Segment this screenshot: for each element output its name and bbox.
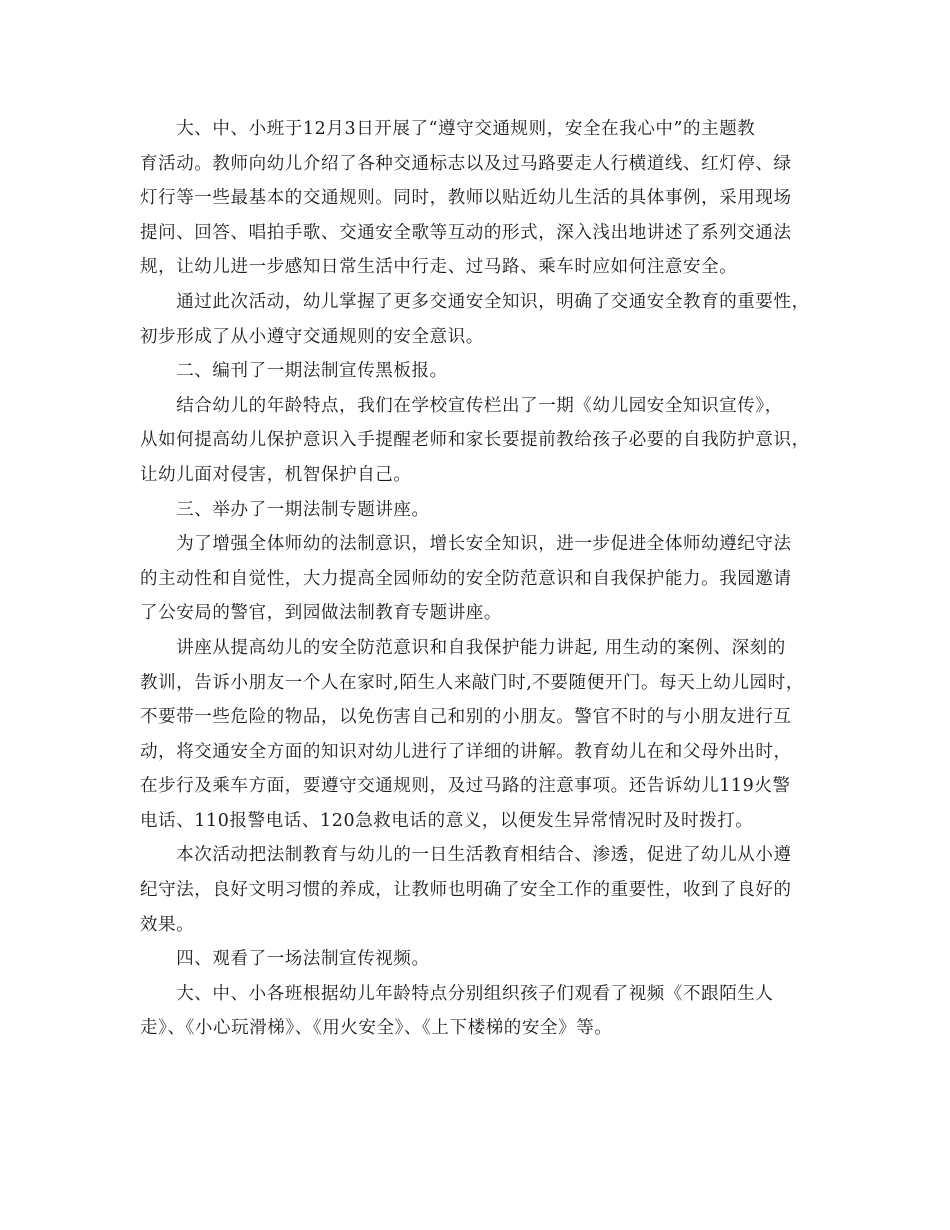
heading-blackboard: 二、编刊了一期法制宣传黑板报。 [140,361,448,382]
heading-lecture: 三、举办了一期法制专题讲座。 [140,499,430,520]
paragraph-lecture-purpose: 为了增强全体师幼的法制意识，增长安全知识，进一步促进全体师幼遵纪守法 的主动性和自觉性，大力提高全园师幼的安全防范意识和自我保护能力。我园邀请 了公安局的警官，到园做法制教育专题讲座。 [140,534,792,624]
paragraph-traffic-outcome: 通过此次活动，幼儿掌握了更多交通安全知识，明确了交通安全教育的重要性， 初步形成了从小遵守交通规则的安全意识。 [140,291,810,347]
paragraph-activity-summary: 本次活动把法制教育与幼儿的一日生活教育相结合、渗透，促进了幼儿从小遵 纪守法，良好文明习惯的养成，让教师也明确了安全工作的重要性，收到了良好的 效果。 [140,845,792,935]
paragraph-lecture-content: 讲座从提高幼儿的安全防范意识和自我保护能力讲起, 用生动的案例、深刻的 教训，告诉小朋友一个人在家时,陌生人来敲门时,不要随便开门。每天上幼儿园时， 不要带一些危险的物品，以免伤害自己和别的小朋友。警官不时的与小朋友进行互 动，将交通安全方面的知识对幼儿进行了详细的讲解。教育幼儿在和父母外出时， 在步行及乘车方面，要遵守交通规则，及过马路的注意事项。还告诉幼儿119火警 电话、110报警电话、120急救电话的意义，以便发生异常情况时及时拨打。 [140,637,804,831]
heading-video: 四、观看了一场法制宣传视频。 [140,949,430,970]
paragraph-traffic-activity: 大、中、小班于12月3日开展了“遵守交通规则，安全在我心中”的主题教 育活动。教师向幼儿介绍了各种交通标志以及过马路要走人行横道线、红灯停、绿 灯行等一些最基本的交通规则。同时，教师以贴近幼儿生活的具体事例，采用现场 提问、回答、唱拍手歌、交通安全歌等互动的形式，深入浅出地讲述了系列交通法 规，让幼儿进一步感知日常生活中行走、过马路、乘车时应如何注意安全。 [140,119,792,278]
paragraph-blackboard: 结合幼儿的年龄特点，我们在学校宣传栏出了一期《幼儿园安全知识宣传》， 从如何提高幼儿保护意识入手提醒老师和家长要提前教给孩子必要的自我防护意识， 让幼儿面对侵害，机智保护自己。 [140,395,810,485]
paragraph-video: 大、中、小各班根据幼儿年龄特点分别组织孩子们观看了视频《不跟陌生人 走》、《小心玩滑梯》、《用火安全》、《上下楼梯的安全》等。 [140,983,774,1039]
document-body [140,112,816,1046]
